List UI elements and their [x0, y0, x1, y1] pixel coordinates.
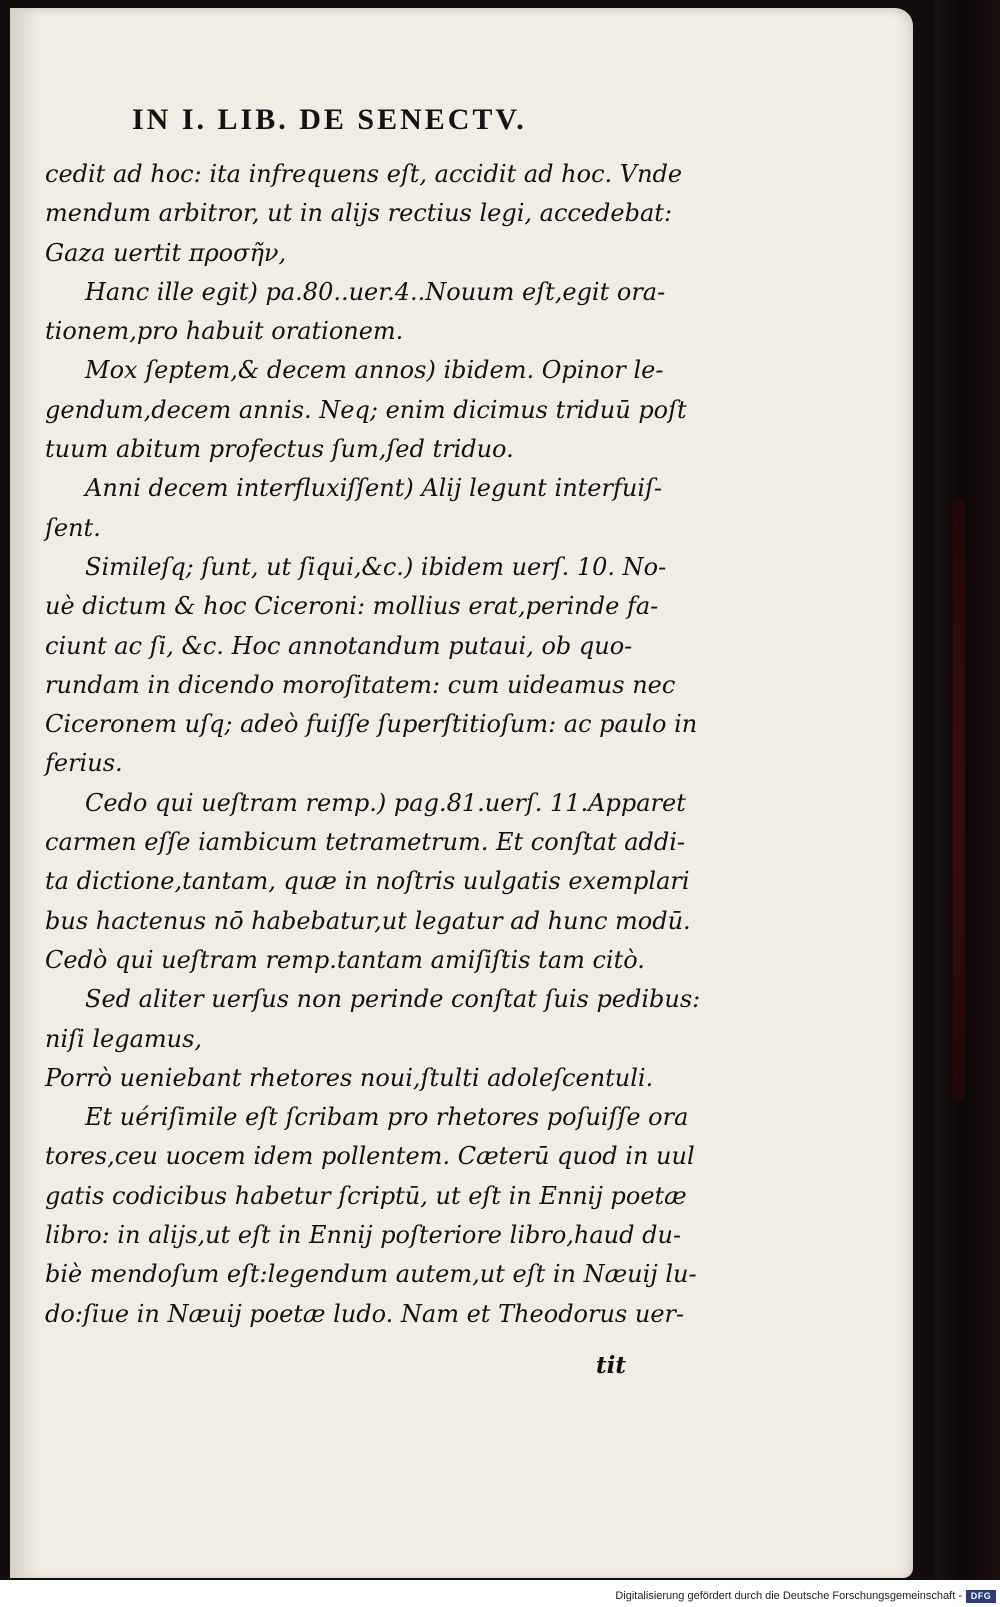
text-line: cedit ad hoc: ita infrequens eſt, accidit ad hoc. Vnde: [45, 160, 683, 188]
text-line: tionem,pro habuit orationem.: [45, 317, 404, 346]
text-line: ta dictione,tantam, quæ in noſtris uulgatis exemplari: [45, 867, 690, 896]
text-line: bus hactenus nō habebatur,ut legatur ad hunc modū.: [45, 906, 691, 935]
text-line: ferius.: [45, 749, 123, 778]
text-line: ciunt ac ſi, &c. Hoc annotandum putaui, ob quo-: [45, 631, 633, 660]
text-body: [45, 155, 701, 1334]
text-line: uè dictum & hoc Ciceroni: mollius erat,perinde fa-: [45, 592, 659, 621]
text-line: Hanc ille egit) pa.80..uer.4..Nouum eſt,egit ora-: [85, 277, 666, 306]
text-line: Cedò qui ueſtram remp.tantam amiſiſtis tam citò.: [45, 945, 645, 974]
binding-edge: [953, 500, 965, 1100]
text-line: Mox ſeptem,& decem annos) ibidem. Opinor le-: [85, 356, 664, 385]
text-line: Anni decem interfluxiſſent) Alij legunt interfuiſ-: [85, 474, 662, 503]
page-text: [45, 100, 701, 1334]
text-line: Sed aliter uerſus non perinde conſtat ſuis pedibus:: [85, 985, 701, 1014]
dfg-logo-icon: DFG: [966, 1590, 996, 1603]
text-line: Simileſq; ſunt, ut ſiqui,&c.) ibidem uerſ. 10. No-: [85, 552, 667, 581]
text-line: rundam in dicendo moroſitatem: cum uideamus nec: [45, 670, 676, 699]
text-line: gatis codicibus habetur ſcriptū, ut eſt in Ennij poetæ: [45, 1181, 687, 1210]
text-line: do:ſiue in Næuij poetæ ludo. Nam et Theodorus uer-: [45, 1299, 685, 1328]
text-line: ſent.: [45, 513, 101, 542]
text-line: Ciceronem uſq; adeò fuiſſe ſuperſtitioſum: ac paulo in: [45, 710, 698, 739]
text-line: niſi legamus,: [45, 1024, 203, 1053]
text-line: biè mendoſum eſt:legendum autem,ut eſt in Næuij lu-: [45, 1260, 697, 1289]
catchword: tit: [596, 1352, 626, 1379]
text-line: gendum,decem annis. Neq; enim dicimus triduū poſt: [45, 395, 687, 424]
text-line: carmen eſſe iambicum tetrametrum. Et conſtat addi-: [45, 828, 686, 857]
text-line: tores,ceu uocem idem pollentem. Cæterū quod in uul: [45, 1142, 695, 1171]
text-line: Gaza uertit προσῆν,: [45, 238, 287, 267]
page-gutter: [10, 8, 38, 1578]
text-line: Et uériſimile eſt ſcribam pro rhetores poſuiſſe ora: [85, 1103, 689, 1132]
text-line: Porrò ueniebant rhetores noui,ſtulti adoleſcentuli.: [45, 1063, 654, 1092]
text-line: libro: in alijs,ut eſt in Ennij poſteriore libro,haud du-: [45, 1221, 682, 1250]
funding-notice: Digitalisierung gefördert durch die Deutsche Forschungsgemeinschaft -: [615, 1590, 962, 1602]
text-line: Cedo qui ueſtram remp.) pag.81.uerſ. 11.Apparet: [85, 788, 686, 817]
text-line: mendum arbitror, ut in alijs rectius legi, accedebat:: [45, 199, 673, 228]
running-head: IN I. LIB. DE SENECTV.: [132, 103, 527, 136]
book-edge: [935, 0, 1000, 1580]
text-line: tuum abitum profectus ſum,ſed triduo.: [45, 435, 514, 464]
